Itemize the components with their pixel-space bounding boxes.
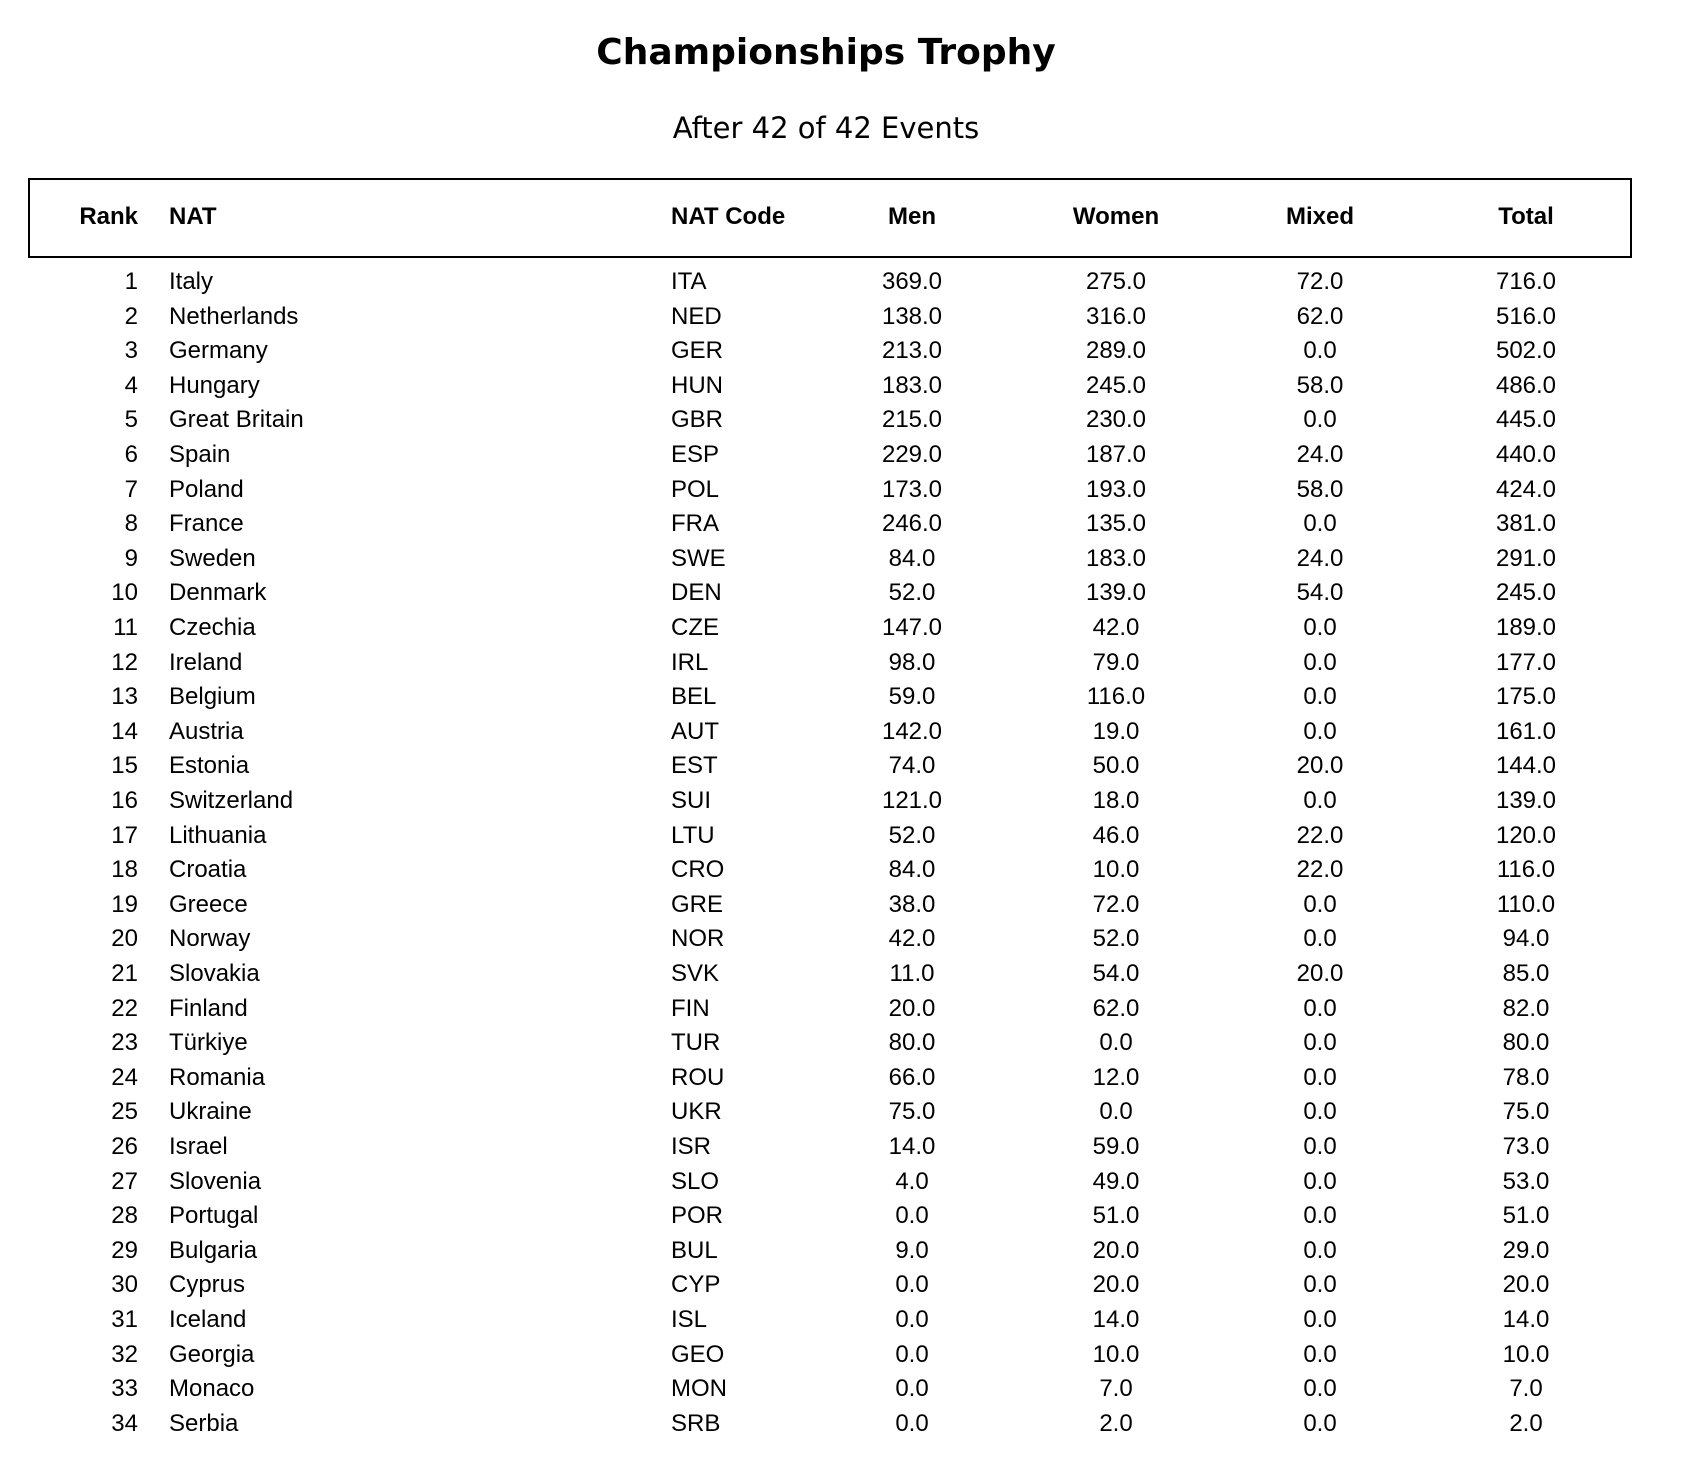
cell-nat-code: GRE — [671, 890, 724, 918]
table-row — [0, 853, 1688, 887]
cell-nat-code: EST — [671, 752, 718, 780]
cell-women: 12.0 — [1092, 1063, 1140, 1091]
cell-mixed: 0.0 — [1303, 510, 1337, 538]
cell-nat-code: TUR — [671, 1029, 721, 1057]
cell-nat-code: SUI — [671, 787, 712, 814]
table-row — [0, 1061, 1688, 1095]
cell-women: 187.0 — [1085, 441, 1147, 468]
cell-women: 245.0 — [1085, 371, 1147, 399]
cell-women: 2.0 — [1099, 1409, 1133, 1437]
cell-total: 291.0 — [1495, 544, 1557, 572]
cell-rank: 4 — [124, 371, 138, 399]
cell-men: 0.0 — [895, 1202, 929, 1230]
cell-mixed: 0.0 — [1303, 1340, 1337, 1368]
cell-women: 20.0 — [1092, 1236, 1140, 1264]
cell-mixed: 0.0 — [1303, 337, 1337, 365]
cell-total: 175.0 — [1495, 683, 1557, 711]
cell-mixed: 0.0 — [1303, 1167, 1337, 1195]
cell-nat-code: UKR — [671, 1098, 722, 1126]
column-header-women: Women — [1072, 203, 1160, 230]
cell-nation: Iceland — [169, 1306, 247, 1333]
cell-nation: Spain — [169, 441, 231, 468]
cell-mixed: 0.0 — [1303, 1409, 1337, 1437]
table-row — [0, 403, 1688, 437]
cell-nat-code: CRO — [671, 856, 725, 884]
cell-women: 183.0 — [1085, 544, 1147, 572]
cell-rank: 22 — [111, 994, 138, 1022]
cell-mixed: 0.0 — [1303, 1133, 1337, 1160]
cell-women: 0.0 — [1099, 1098, 1133, 1126]
cell-mixed: 22.0 — [1296, 821, 1344, 849]
cell-nation: Cyprus — [169, 1271, 246, 1299]
cell-mixed: 58.0 — [1296, 475, 1344, 503]
cell-total: 82.0 — [1502, 994, 1550, 1022]
cell-rank: 25 — [111, 1098, 138, 1126]
cell-nation: Belgium — [169, 683, 256, 711]
cell-men: 14.0 — [888, 1133, 936, 1160]
cell-women: 49.0 — [1092, 1167, 1140, 1195]
cell-women: 52.0 — [1092, 925, 1140, 953]
cell-women: 20.0 — [1092, 1271, 1140, 1299]
cell-nation: Norway — [169, 925, 251, 953]
cell-rank: 11 — [113, 614, 138, 641]
cell-nat-code: SVK — [671, 960, 720, 987]
cell-men: 142.0 — [881, 717, 943, 745]
cell-total: 486.0 — [1495, 371, 1557, 399]
cell-men: 20.0 — [888, 994, 936, 1022]
cell-total: 144.0 — [1495, 752, 1557, 780]
table-row — [0, 1026, 1688, 1060]
cell-nation: Czechia — [169, 614, 256, 641]
cell-nat-code: NED — [671, 302, 722, 330]
cell-rank: 29 — [111, 1236, 138, 1264]
cell-total: 116.0 — [1496, 856, 1556, 884]
cell-nat-code: POL — [671, 475, 720, 503]
cell-total: 80.0 — [1502, 1029, 1550, 1057]
cell-total: 139.0 — [1495, 787, 1557, 814]
cell-rank: 10 — [111, 579, 138, 607]
cell-rank: 27 — [111, 1167, 138, 1195]
cell-nation: Poland — [169, 475, 244, 503]
table-row — [0, 1234, 1688, 1268]
cell-rank: 14 — [111, 717, 138, 745]
cell-men: 173.0 — [881, 475, 943, 503]
cell-nat-code: HUN — [671, 371, 723, 399]
cell-women: 316.0 — [1085, 302, 1147, 330]
cell-nat-code: SWE — [671, 544, 726, 572]
cell-mixed: 0.0 — [1303, 1375, 1337, 1403]
cell-nat-code: SRB — [671, 1409, 721, 1437]
table-row — [0, 369, 1688, 403]
cell-total: 716.0 — [1495, 268, 1557, 295]
cell-women: 19.0 — [1092, 717, 1140, 745]
cell-rank: 21 — [111, 960, 138, 987]
cell-nat-code: POR — [671, 1202, 724, 1230]
column-header-rank: Rank — [79, 203, 138, 230]
cell-total: 85.0 — [1502, 960, 1550, 987]
table-row — [0, 576, 1688, 610]
cell-nat-code: NOR — [671, 925, 725, 953]
cell-rank: 32 — [111, 1340, 138, 1368]
cell-men: 74.0 — [888, 752, 936, 780]
cell-women: 139.0 — [1085, 579, 1147, 607]
table-row — [0, 819, 1688, 853]
cell-rank: 28 — [111, 1202, 138, 1230]
cell-total: 75.0 — [1502, 1098, 1550, 1126]
cell-total: 7.0 — [1509, 1375, 1543, 1403]
cell-men: 42.0 — [888, 925, 936, 953]
cell-women: 51.0 — [1092, 1202, 1140, 1230]
cell-nation: Sweden — [169, 544, 256, 572]
cell-total: 110.0 — [1496, 890, 1556, 918]
table-row — [0, 542, 1688, 576]
cell-women: 62.0 — [1092, 994, 1140, 1022]
cell-nat-code: ESP — [671, 441, 720, 468]
table-row — [0, 611, 1688, 645]
cell-rank: 30 — [111, 1271, 138, 1299]
table-row — [0, 646, 1688, 680]
cell-women: 275.0 — [1085, 268, 1147, 295]
cell-women: 116.0 — [1086, 683, 1146, 711]
cell-nat-code: MON — [671, 1375, 727, 1403]
cell-nation: Slovenia — [169, 1167, 262, 1195]
cell-nat-code: ITA — [671, 268, 707, 295]
cell-nation: Finland — [169, 994, 248, 1022]
cell-men: 229.0 — [881, 441, 943, 468]
cell-nat-code: FRA — [671, 510, 719, 538]
table-row — [0, 438, 1688, 472]
cell-rank: 33 — [111, 1375, 138, 1403]
cell-total: 445.0 — [1495, 406, 1557, 434]
table-row — [0, 992, 1688, 1026]
cell-total: 502.0 — [1495, 337, 1557, 365]
cell-nat-code: IRL — [671, 648, 709, 676]
table-row — [0, 1130, 1688, 1164]
cell-women: 10.0 — [1092, 1340, 1140, 1368]
cell-men: 66.0 — [888, 1063, 936, 1091]
cell-men: 246.0 — [881, 510, 943, 538]
table-row — [0, 1372, 1688, 1406]
table-row — [0, 1407, 1688, 1441]
cell-rank: 8 — [124, 510, 138, 538]
column-header-nat: NAT — [169, 203, 217, 230]
cell-mixed: 62.0 — [1296, 302, 1344, 330]
cell-nation: Lithuania — [169, 821, 267, 849]
cell-total: 73.0 — [1502, 1133, 1550, 1160]
column-header-nat-code: NAT Code — [671, 203, 786, 230]
cell-mixed: 0.0 — [1303, 717, 1337, 745]
column-header-total: Total — [1498, 203, 1554, 230]
cell-men: 0.0 — [895, 1271, 929, 1299]
cell-men: 121.0 — [881, 787, 943, 814]
cell-nation: France — [169, 510, 244, 538]
cell-nation: Slovakia — [169, 960, 260, 987]
cell-nat-code: CZE — [671, 614, 719, 641]
cell-total: 53.0 — [1502, 1167, 1550, 1195]
cell-total: 78.0 — [1502, 1063, 1550, 1091]
table-row — [0, 1199, 1688, 1233]
table-row — [0, 473, 1688, 507]
cell-men: 0.0 — [895, 1409, 929, 1437]
cell-men: 215.0 — [881, 406, 943, 434]
cell-mixed: 0.0 — [1303, 1306, 1337, 1333]
cell-women: 54.0 — [1092, 960, 1140, 987]
cell-mixed: 0.0 — [1303, 890, 1337, 918]
cell-women: 230.0 — [1085, 406, 1147, 434]
cell-nat-code: CYP — [671, 1271, 721, 1299]
cell-nation: Ireland — [169, 648, 243, 676]
cell-men: 183.0 — [881, 371, 943, 399]
cell-nation: Great Britain — [169, 406, 304, 434]
cell-mixed: 0.0 — [1303, 683, 1337, 711]
cell-rank: 6 — [124, 441, 138, 468]
cell-rank: 13 — [111, 683, 138, 711]
table-row — [0, 784, 1688, 818]
cell-mixed: 24.0 — [1296, 441, 1344, 468]
cell-nation: Serbia — [169, 1409, 239, 1437]
cell-rank: 16 — [111, 787, 138, 814]
cell-total: 20.0 — [1502, 1271, 1550, 1299]
cell-mixed: 0.0 — [1303, 1063, 1337, 1091]
cell-nation: Portugal — [169, 1202, 259, 1230]
cell-nat-code: GER — [671, 337, 724, 365]
cell-mixed: 0.0 — [1303, 1202, 1337, 1230]
cell-mixed: 54.0 — [1296, 579, 1344, 607]
cell-nat-code: FIN — [671, 994, 710, 1022]
cell-men: 0.0 — [895, 1340, 929, 1368]
cell-women: 10.0 — [1092, 856, 1140, 884]
cell-women: 193.0 — [1085, 475, 1147, 503]
cell-mixed: 20.0 — [1296, 960, 1344, 987]
table-row — [0, 1165, 1688, 1199]
cell-mixed: 0.0 — [1303, 648, 1337, 676]
cell-nation: Netherlands — [169, 302, 299, 330]
cell-rank: 3 — [124, 337, 138, 365]
table-row — [0, 265, 1688, 299]
cell-mixed: 20.0 — [1296, 752, 1344, 780]
cell-women: 7.0 — [1099, 1375, 1133, 1403]
cell-total: 516.0 — [1495, 302, 1557, 330]
cell-nat-code: LTU — [671, 821, 715, 849]
cell-nat-code: ISL — [671, 1306, 708, 1333]
table-row — [0, 507, 1688, 541]
cell-nation: Hungary — [169, 371, 260, 399]
cell-total: 161.0 — [1495, 717, 1557, 745]
cell-men: 59.0 — [888, 683, 936, 711]
cell-total: 14.0 — [1502, 1306, 1550, 1333]
cell-nat-code: BEL — [671, 683, 717, 711]
cell-rank: 12 — [111, 648, 138, 676]
table-row — [0, 1095, 1688, 1129]
page-subtitle: After 42 of 42 Events — [672, 111, 980, 145]
page-title: Championships Trophy — [596, 32, 1056, 73]
cell-rank: 17 — [111, 821, 138, 849]
cell-total: 2.0 — [1509, 1409, 1543, 1437]
cell-rank: 26 — [111, 1133, 138, 1160]
cell-nat-code: GBR — [671, 406, 724, 434]
cell-nation: Georgia — [169, 1340, 255, 1368]
cell-mixed: 0.0 — [1303, 1271, 1337, 1299]
table-row — [0, 922, 1688, 956]
cell-men: 0.0 — [895, 1375, 929, 1403]
table-row — [0, 334, 1688, 368]
cell-men: 11.0 — [889, 960, 935, 987]
cell-rank: 9 — [124, 544, 138, 572]
cell-men: 84.0 — [888, 544, 936, 572]
cell-men: 9.0 — [895, 1236, 929, 1264]
table-row — [0, 888, 1688, 922]
cell-women: 72.0 — [1092, 890, 1140, 918]
table-row — [0, 300, 1688, 334]
cell-nation: Austria — [169, 717, 244, 745]
cell-women: 46.0 — [1092, 821, 1140, 849]
cell-nation: Israel — [169, 1133, 228, 1160]
cell-men: 52.0 — [888, 579, 936, 607]
cell-women: 50.0 — [1092, 752, 1140, 780]
cell-men: 52.0 — [888, 821, 936, 849]
cell-men: 0.0 — [895, 1306, 929, 1333]
cell-rank: 20 — [111, 925, 138, 953]
cell-total: 177.0 — [1495, 648, 1557, 676]
cell-men: 147.0 — [881, 614, 943, 641]
cell-total: 10.0 — [1502, 1340, 1550, 1368]
cell-total: 189.0 — [1495, 614, 1557, 641]
cell-nation: Monaco — [169, 1375, 255, 1403]
cell-mixed: 0.0 — [1303, 787, 1337, 814]
cell-mixed: 22.0 — [1296, 856, 1344, 884]
cell-rank: 2 — [124, 302, 138, 330]
cell-men: 38.0 — [888, 890, 936, 918]
cell-rank: 15 — [111, 752, 138, 780]
cell-rank: 23 — [111, 1029, 138, 1057]
cell-men: 75.0 — [888, 1098, 936, 1126]
table-header-row — [0, 200, 1688, 234]
cell-total: 94.0 — [1502, 925, 1550, 953]
cell-women: 14.0 — [1092, 1306, 1140, 1333]
cell-women: 289.0 — [1085, 337, 1147, 365]
cell-mixed: 72.0 — [1296, 268, 1344, 295]
column-header-mixed: Mixed — [1285, 203, 1354, 230]
cell-mixed: 24.0 — [1296, 544, 1344, 572]
cell-mixed: 0.0 — [1303, 614, 1337, 641]
cell-nation: Türkiye — [169, 1029, 248, 1057]
table-row — [0, 715, 1688, 749]
cell-women: 0.0 — [1099, 1029, 1133, 1057]
cell-mixed: 0.0 — [1303, 1029, 1337, 1057]
cell-nat-code: GEO — [671, 1340, 725, 1368]
cell-nation: Germany — [169, 337, 268, 365]
cell-total: 51.0 — [1502, 1202, 1550, 1230]
cell-nat-code: ISR — [671, 1133, 712, 1160]
cell-nation: Romania — [169, 1063, 266, 1091]
cell-rank: 31 — [111, 1306, 138, 1333]
cell-total: 29.0 — [1502, 1236, 1550, 1264]
cell-rank: 5 — [124, 406, 138, 434]
table-row — [0, 680, 1688, 714]
cell-men: 369.0 — [881, 268, 943, 295]
cell-nat-code: BUL — [671, 1236, 718, 1264]
cell-women: 135.0 — [1085, 510, 1147, 538]
cell-nation: Estonia — [169, 752, 250, 780]
cell-nation: Italy — [169, 268, 214, 295]
cell-total: 424.0 — [1495, 475, 1557, 503]
cell-rank: 24 — [111, 1063, 138, 1091]
cell-men: 98.0 — [888, 648, 936, 676]
cell-total: 381.0 — [1495, 510, 1557, 538]
cell-total: 120.0 — [1495, 821, 1557, 849]
cell-women: 18.0 — [1092, 787, 1140, 814]
cell-rank: 1 — [124, 268, 138, 295]
table-row — [0, 957, 1688, 991]
cell-total: 440.0 — [1495, 441, 1557, 468]
cell-men: 138.0 — [881, 302, 943, 330]
cell-women: 79.0 — [1092, 648, 1140, 676]
cell-nation: Switzerland — [169, 787, 294, 814]
cell-mixed: 0.0 — [1303, 406, 1337, 434]
cell-mixed: 0.0 — [1303, 1098, 1337, 1126]
table-row — [0, 749, 1688, 783]
cell-men: 84.0 — [888, 856, 936, 884]
cell-nat-code: AUT — [671, 717, 719, 745]
cell-nat-code: DEN — [671, 579, 722, 607]
cell-women: 59.0 — [1092, 1133, 1140, 1160]
cell-nation: Bulgaria — [169, 1236, 258, 1264]
table-row — [0, 1268, 1688, 1302]
column-header-men: Men — [888, 203, 936, 230]
cell-nat-code: ROU — [671, 1063, 725, 1091]
cell-nation: Denmark — [169, 579, 267, 607]
cell-men: 213.0 — [881, 337, 943, 365]
table-row — [0, 1338, 1688, 1372]
cell-rank: 34 — [111, 1409, 138, 1437]
cell-mixed: 0.0 — [1303, 994, 1337, 1022]
cell-mixed: 0.0 — [1303, 1236, 1337, 1264]
cell-nat-code: SLO — [671, 1167, 720, 1195]
cell-nation: Croatia — [169, 856, 247, 884]
cell-men: 80.0 — [888, 1029, 936, 1057]
cell-rank: 18 — [111, 856, 138, 884]
cell-mixed: 0.0 — [1303, 925, 1337, 953]
table-row — [0, 1303, 1688, 1337]
cell-nation: Greece — [169, 890, 248, 918]
cell-nation: Ukraine — [169, 1098, 252, 1126]
cell-rank: 19 — [111, 890, 138, 918]
cell-mixed: 58.0 — [1296, 371, 1344, 399]
cell-women: 42.0 — [1092, 614, 1140, 641]
cell-rank: 7 — [124, 475, 138, 503]
cell-men: 4.0 — [895, 1167, 929, 1195]
cell-total: 245.0 — [1495, 579, 1557, 607]
